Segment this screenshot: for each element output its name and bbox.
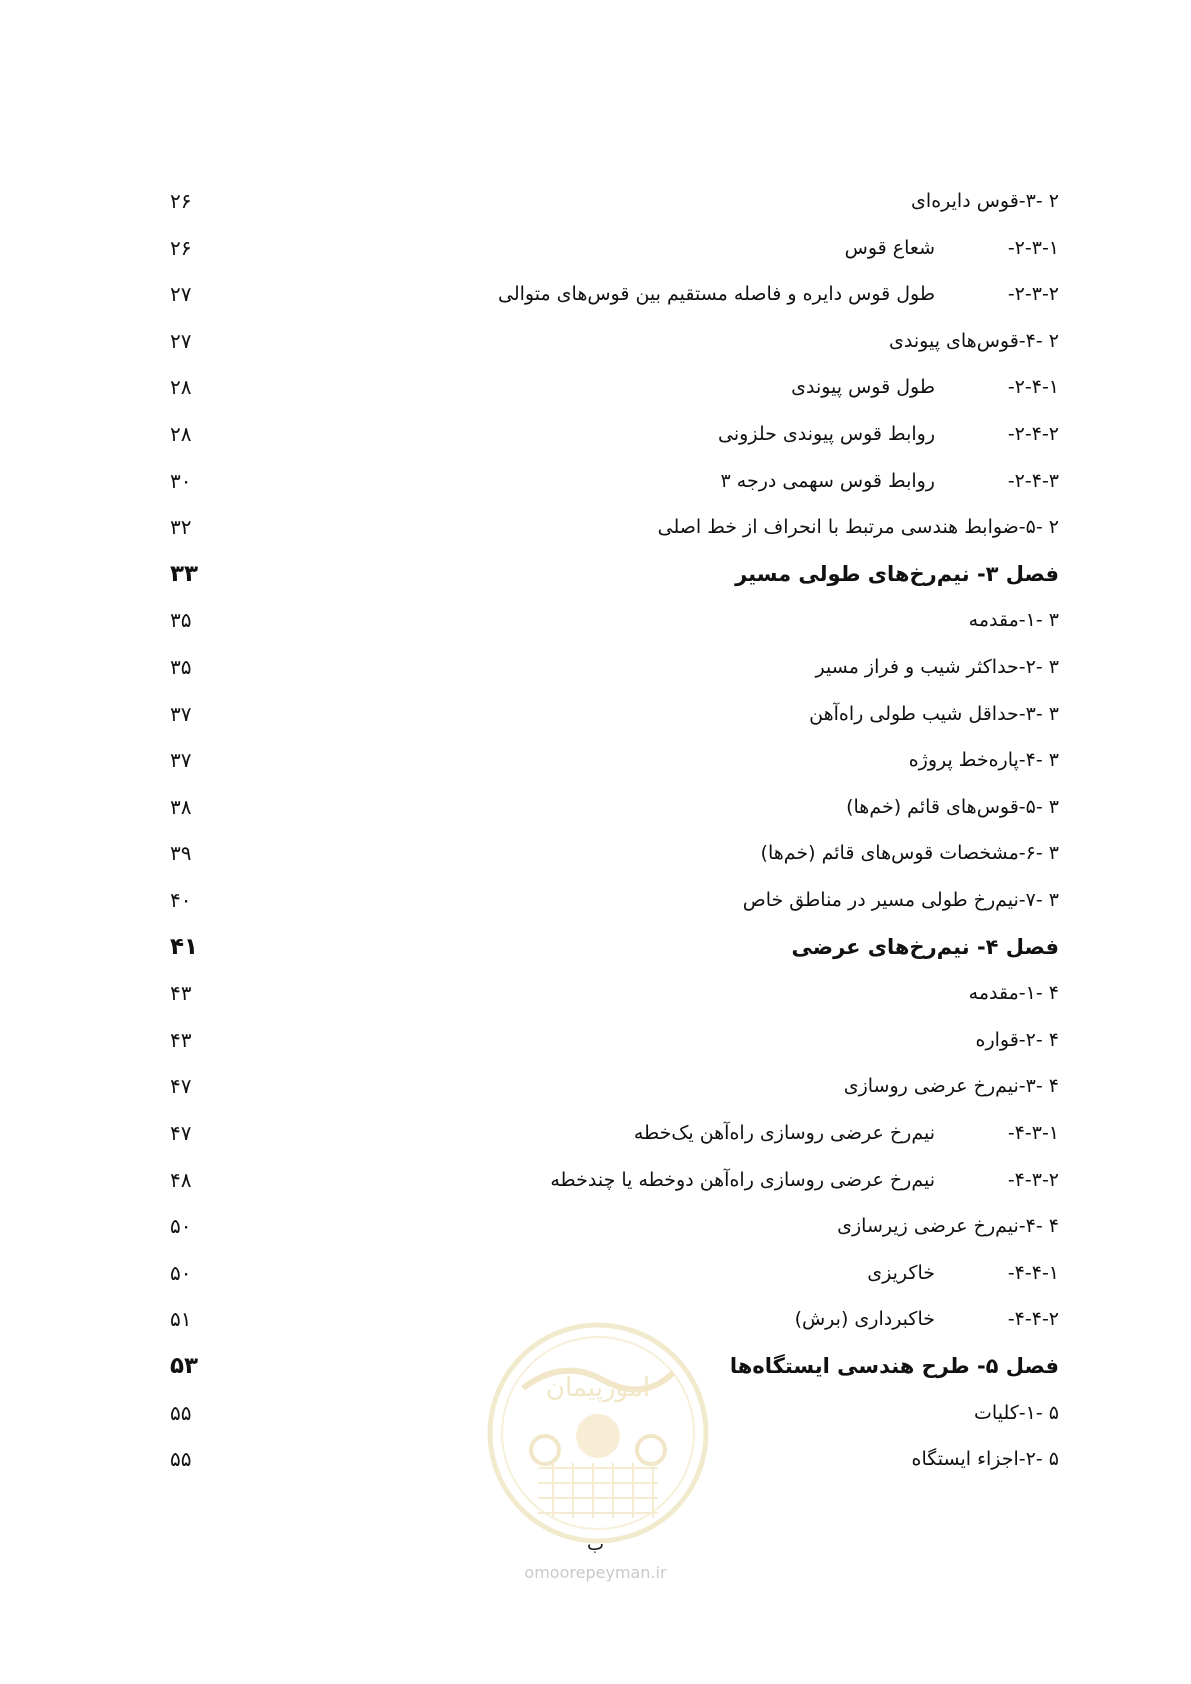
toc-page-number: ۳۲ [170,515,192,540]
toc-page-number: ۵۰ [170,1214,192,1239]
toc-entry-title: ۲ -۳-قوس دایره‌ای [911,190,1059,212]
toc-row[interactable] [0,1253,1191,1293]
toc-page-number: ۴۳ [170,981,192,1006]
toc-section-code: ۴-۳-۲- [1007,1168,1059,1191]
toc-entry-title: ۲ -۴-قوس‌های پیوندی [889,329,1059,352]
toc-row[interactable] [0,694,1191,734]
toc-entry-title: ۵ -۲-اجزاء ایستگاه [911,1448,1059,1471]
toc-row[interactable] [0,973,1191,1013]
toc-row[interactable] [0,1206,1191,1246]
toc-page-number: ۴۷ [170,1074,192,1099]
toc-entry-title: ۵ -۱-کلیات [974,1401,1059,1424]
toc-page-number: ۲۷ [170,328,192,353]
toc-entry-title: ۳ -۲-حداکثر شیب و فراز مسیر [815,656,1059,678]
toc-row[interactable] [0,461,1191,501]
toc-row[interactable] [0,1299,1191,1339]
toc-entry-title: ۲ -۵-ضوابط هندسی مرتبط با انحراف از خط اصلی [657,516,1059,539]
toc-entry-title: ۴ -۲-قواره [975,1028,1059,1051]
toc-row[interactable] [0,1066,1191,1106]
toc-chapter-row[interactable] [0,1346,1191,1386]
toc-chapter-row[interactable] [0,554,1191,594]
toc-page-number: ۴۰ [170,888,192,912]
toc-entry-title: نیم‌رخ عرضی روسازی راه‌آهن یک‌خطه [633,1122,935,1144]
toc-chapter-title: فصل ۳- نیم‌رخ‌های طولی مسیر [735,561,1059,586]
toc-entry-title: نیم‌رخ عرضی روسازی راه‌آهن دوخطه یا چندخطه [550,1168,935,1191]
toc-section-code: ۲-۳-۱- [1007,236,1059,259]
toc-page-number: ۳۷ [170,748,192,773]
toc-row[interactable] [0,1020,1191,1060]
watermark-url: omoorepeyman.ir [524,1563,667,1582]
toc-row[interactable] [0,787,1191,827]
toc-page-number: ۴۳ [170,1027,192,1052]
toc-section-code: ۲-۴-۲- [1007,423,1059,445]
toc-entry-title: ۳ -۶-مشخصات قوس‌های قائم (خم‌ها) [760,842,1059,865]
toc-page-number: ۲۸ [170,422,192,446]
toc-section-code: ۲-۴-۳- [1007,469,1059,492]
toc-row[interactable] [0,414,1191,454]
toc-entry-title: ۳ -۴-پاره‌خط پروژه [908,749,1059,772]
toc-entry-title: ۳ -۵-قوس‌های قائم (خم‌ها) [846,795,1059,818]
toc-page-number: ۲۸ [170,375,192,400]
toc-entry-title: ۳ -۱-مقدمه [968,609,1059,632]
toc-entry-title: روابط قوس سهمی درجه ۳ [720,469,935,492]
toc-page-number: ۳۳ [170,560,199,587]
toc-row[interactable] [0,228,1191,268]
toc-section-code: ۲-۴-۱- [1007,376,1059,399]
toc-section-code: ۴-۴-۱- [1007,1261,1059,1284]
toc-chapter-row[interactable] [0,927,1191,967]
toc-page-number: ۵۳ [170,1353,199,1379]
toc-page-number: ۴۷ [170,1121,192,1145]
toc-page-number: ۳۷ [170,701,192,726]
toc-page-number: ۲۶ [170,235,192,260]
toc-page-number: ۲۶ [170,189,192,213]
toc-page-number: ۲۷ [170,282,192,307]
toc-row[interactable] [0,647,1191,687]
toc-entry-title: طول قوس پیوندی [791,376,935,399]
toc-section-code: ۴-۳-۱- [1007,1122,1059,1144]
toc-page-number: ۳۸ [170,794,192,819]
toc-page-number: ۵۵ [170,1447,192,1472]
toc-page-number: ۴۱ [170,933,199,960]
toc-page-number: ۴۸ [170,1167,192,1192]
toc-page-number: ۵۰ [170,1260,192,1285]
page-number: ب [587,1534,604,1555]
toc-section-code: ۲-۳-۲- [1007,283,1059,306]
toc-page-number: ۳۰ [170,468,192,493]
toc-page-number: ۳۵ [170,608,192,633]
toc-row[interactable] [0,321,1191,361]
toc-entry-title: روابط قوس پیوندی حلزونی [718,423,935,445]
toc-entry-title: خاکبرداری (برش) [794,1308,935,1331]
toc-entry-title: شعاع قوس [844,236,935,259]
toc-row[interactable] [0,181,1191,221]
toc-row[interactable] [0,367,1191,407]
toc-row[interactable] [0,833,1191,873]
toc-row[interactable] [0,507,1191,547]
toc-row[interactable] [0,600,1191,640]
toc-entry-title: ۳ -۳-حداقل شیب طولی راه‌آهن [809,702,1059,725]
toc-entry-title: ۳ -۷-نیم‌رخ طولی مسیر در مناطق خاص [742,889,1059,911]
toc-page-number: ۳۹ [170,841,192,866]
toc-section-code: ۴-۴-۲- [1007,1308,1059,1331]
toc-entry-title: ۴ -۴-نیم‌رخ عرضی زیرسازی [837,1215,1059,1238]
toc-row[interactable] [0,1439,1191,1479]
toc-entry-title: خاکریزی [867,1261,935,1284]
toc-chapter-title: فصل ۵- طرح هندسی ایستگاه‌ها [729,1354,1059,1378]
toc-entry-title: ۴ -۳-نیم‌رخ عرضی روسازی [843,1075,1059,1098]
toc-page-number: ۳۵ [170,655,192,679]
toc-row[interactable] [0,740,1191,780]
toc-entry-title: طول قوس دایره و فاصله مستقیم بین قوس‌های متوالی [497,283,935,306]
watermark-seal-text: امورپیمان [545,1373,651,1403]
toc-row[interactable] [0,274,1191,314]
toc-row[interactable] [0,1113,1191,1153]
toc-page-number: ۵۱ [170,1307,192,1332]
toc-page-number: ۵۵ [170,1400,192,1425]
toc-row[interactable] [0,1393,1191,1433]
toc-row[interactable] [0,1160,1191,1200]
toc-row[interactable] [0,880,1191,920]
toc-chapter-title: فصل ۴- نیم‌رخ‌های عرضی [791,934,1059,959]
toc-entry-title: ۴ -۱-مقدمه [968,982,1059,1005]
